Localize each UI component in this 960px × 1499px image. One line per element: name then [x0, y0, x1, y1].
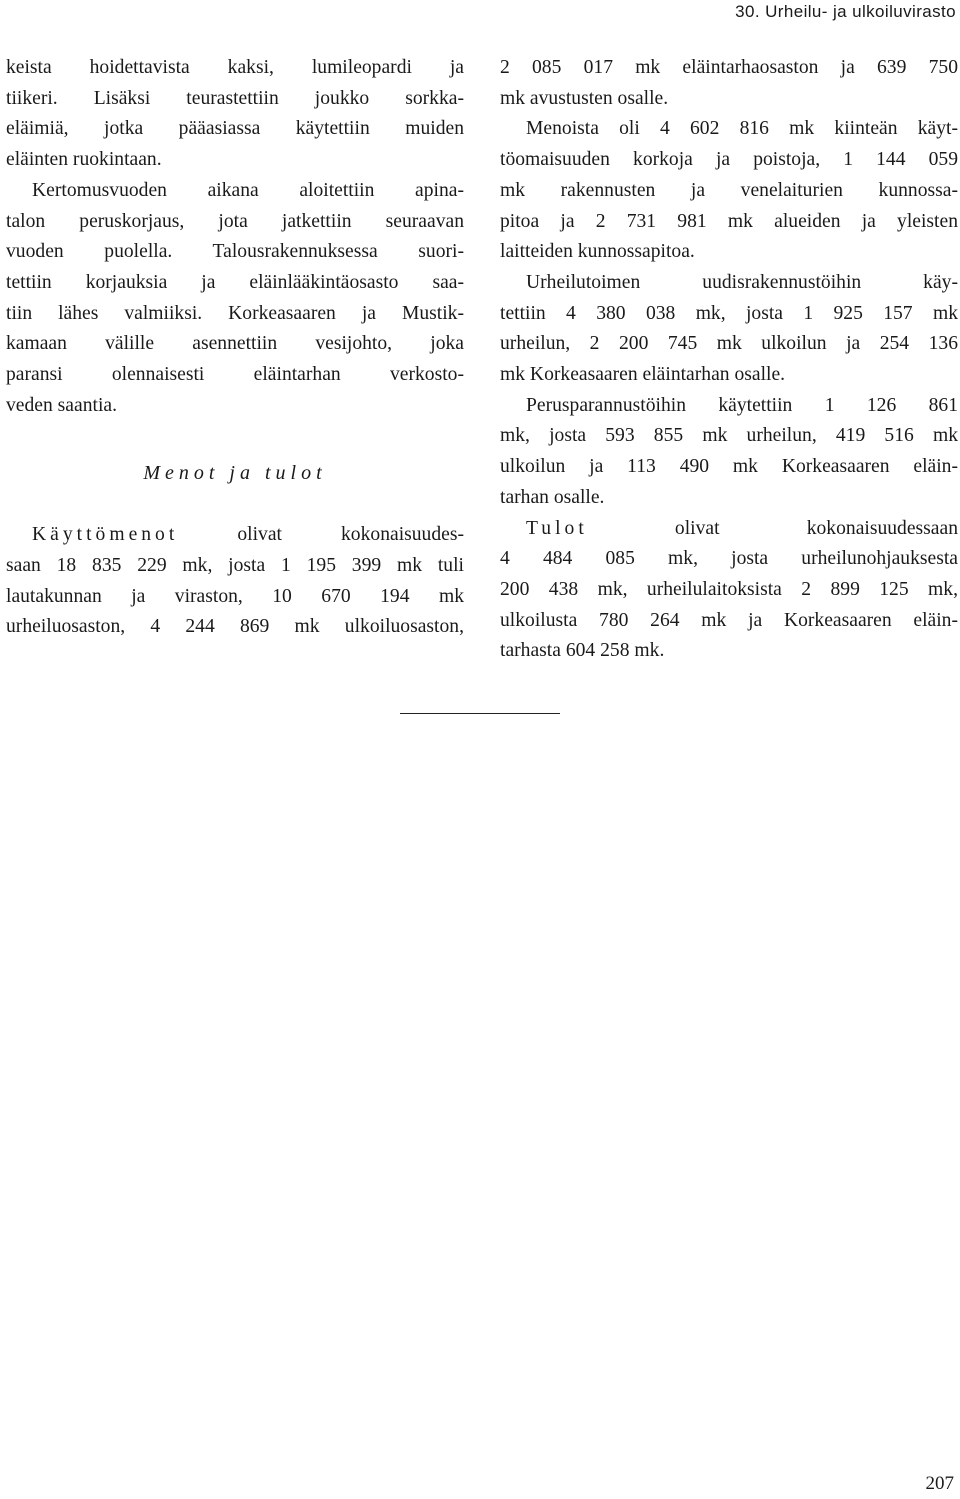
lead-term: Tulot — [526, 517, 588, 539]
text-line: tettiin 4 380 038 mk, josta 1 925 157 mk — [500, 302, 958, 324]
text-line: 2 085 017 mk eläintarhaosaston ja 639 750 — [500, 57, 958, 78]
text-line: eläimiä, jotka pääasiassa käytettiin muiden — [6, 118, 464, 140]
text-line: laitteiden kunnossapitoa. — [500, 241, 695, 263]
text-line: Perusparannustöihin käytettiin 1 126 861 — [526, 394, 958, 416]
section-heading: Menot ja tulot — [143, 462, 327, 485]
text-line: ulkoilun ja 113 490 mk Korkeasaaren eläin- — [500, 456, 958, 478]
paragraph-renovation — [6, 176, 464, 422]
text-line: pitoa ja 2 731 981 mk alueiden ja yleisten — [500, 210, 958, 232]
text-line: tarhan osalle. — [500, 486, 605, 508]
text-line: mk, josta 593 855 mk urheilun, 419 516 mk — [500, 425, 958, 447]
text-line: tarhasta 604 258 mk. — [500, 640, 665, 662]
paragraph-expenses — [6, 520, 464, 643]
paragraph-income — [500, 514, 958, 668]
text-fragment: olivat kokonaisuudes- — [178, 524, 464, 546]
text-line: urheiluosaston, 4 244 869 mk ulkoiluosaston, — [6, 616, 464, 638]
text-line: kamaan välille asennettiin vesijohto, joka — [6, 333, 464, 355]
lead-term: Käyttömenot — [32, 524, 179, 546]
text-line — [500, 514, 958, 545]
text-line: talon peruskorjaus, jota jatkettiin seuraavan — [6, 210, 464, 232]
text-line: tiikeri. Lisäksi teurastettiin joukko sorkka- — [6, 87, 464, 109]
text-line: mk Korkeasaaren eläintarhan osalle. — [500, 364, 786, 386]
text-line: lautakunnan ja viraston, 10 670 194 mk — [6, 585, 464, 607]
text-line: eläinten ruokintaan. — [6, 149, 162, 171]
text-line: Kertomusvuoden aikana aloitettiin apina- — [32, 179, 464, 201]
paragraph-improvements — [500, 391, 958, 514]
text-line: 4 484 085 mk, josta urheilunohjauksesta — [500, 548, 958, 570]
text-line: Urheilutoimen uudisrakennustöihin käy- — [526, 271, 958, 293]
paragraph-zoo-share — [500, 53, 958, 114]
text-line — [6, 520, 464, 551]
text-line: 200 438 mk, urheilulaitoksista 2 899 125 mk, — [500, 578, 958, 600]
paragraph-capital-costs — [500, 114, 958, 268]
text-line: urheilun, 2 200 745 mk ulkoilun ja 254 136 — [500, 333, 958, 355]
text-line: mk avustusten osalle. — [500, 87, 669, 109]
paragraph-new-construction — [500, 268, 958, 391]
paragraph-animals — [6, 53, 464, 176]
text-line: keista hoidettavista kaksi, lumileopardi ja — [6, 57, 464, 78]
text-line: mk rakennusten ja venelaiturien kunnossa- — [500, 179, 958, 201]
page-number: 207 — [925, 1473, 954, 1494]
text-line: vuoden puolella. Talousrakennuksessa suori- — [6, 241, 464, 263]
text-line: tiin lähes valmiiksi. Korkeasaaren ja Mustik- — [6, 302, 464, 324]
running-header: 30. Urheilu- ja ulkoiluvirasto — [735, 2, 956, 21]
section-divider — [400, 713, 560, 714]
text-line: tettiin korjauksia ja eläinlääkintäosasto saa- — [6, 271, 464, 293]
text-line: veden saantia. — [6, 394, 117, 416]
text-line: paransi olennaisesti eläintarhan verkosto- — [6, 364, 464, 386]
text-fragment: olivat kokonaisuudessaan — [587, 517, 958, 539]
text-line: ulkoilusta 780 264 mk ja Korkeasaaren eläin- — [500, 609, 958, 631]
left-column — [6, 53, 464, 643]
text-line: saan 18 835 229 mk, josta 1 195 399 mk tuli — [6, 554, 464, 576]
text-line: töomaisuuden korkoja ja poistoja, 1 144 059 — [500, 149, 958, 171]
right-column — [500, 53, 958, 667]
text-line: Menoista oli 4 602 816 mk kiinteän käyt- — [526, 118, 958, 140]
